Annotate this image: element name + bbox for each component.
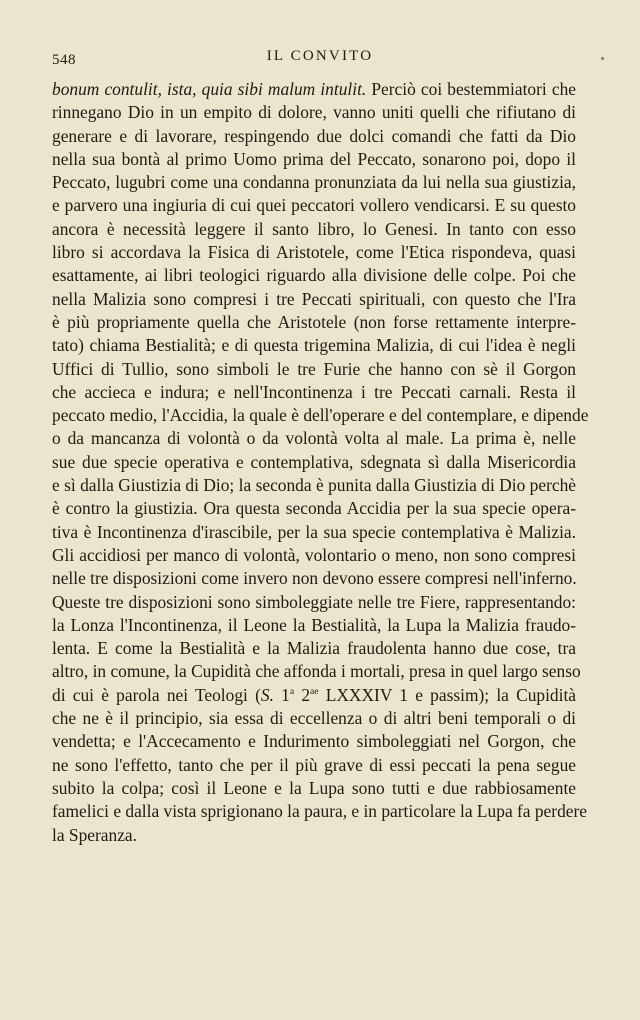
text-line [52, 614, 576, 637]
text-run: Gli accidiosi per manco di volontà, volontario o meno, non sono compresi [52, 544, 576, 565]
text-run: libro si accordava la Fisica di Aristotele, come l'Etica rispondeva, quasi [52, 242, 576, 263]
text-line [52, 777, 576, 800]
text-run: che accieca e indura; e nell'Incontinenza i tre Peccati carnali. Resta il [52, 381, 576, 402]
text-run: tiva è Incontinenza d'irascibile, per la sua specie contemplativa è Malizia. [52, 521, 576, 542]
italic-text: S. [260, 684, 274, 705]
text-line [52, 404, 589, 427]
text-line [52, 148, 576, 171]
text-run: e sì dalla Giustizia di Dio; la seconda è punita dalla Giustizia di Dio perchè [52, 475, 576, 496]
text-run: tato) chiama Bestialità; e di questa trigemina Malizia, di cui l'idea è negli [52, 335, 576, 356]
text-line [52, 497, 576, 520]
text-run: ne sono l'effetto, tanto che per il più grave di essi peccati la pena segue [52, 754, 576, 775]
text-line [52, 381, 576, 404]
page-header [52, 48, 588, 72]
text-run: ancora è necessità leggere il santo libro, lo Genesi. In tanto con esso [52, 218, 576, 239]
text-line [52, 264, 576, 287]
text-run: nelle tre disposizioni come invero non devono essere compresi nell'inferno. [52, 568, 577, 589]
text-line [52, 824, 576, 847]
text-line [52, 800, 587, 823]
text-run: 2 [294, 684, 311, 705]
text-line [52, 125, 576, 148]
text-line [52, 521, 576, 544]
text-line [52, 218, 576, 241]
text-run: che ne è il principio, sia essa di eccellenza o di altri beni temporali o di [52, 708, 576, 729]
text-run: famelici e dalla vista sprigionano la paura, e in particolare la Lupa fa perdere [52, 801, 587, 822]
text-line [52, 451, 576, 474]
text-line [52, 171, 576, 194]
text-line [52, 567, 576, 590]
text-run: di cui è parola nei Teologi ( [52, 684, 261, 705]
text-run: Uffici di Tullio, sono simboli le tre Furie che hanno con sè il Gorgon [52, 358, 576, 379]
text-line [52, 660, 581, 683]
text-run: e parvero una ingiuria di cui quei peccatori vollero vendicarsi. E su questo [52, 195, 576, 216]
text-line [52, 707, 576, 730]
text-line [52, 544, 576, 567]
text-line [52, 78, 576, 101]
text-run: peccato medio, l'Accidia, la quale è dell'operare e del contemplare, e dipende [52, 405, 589, 426]
text-line [52, 730, 576, 753]
text-run: esattamente, ai libri teologici riguardo alla divisione delle colpe. Poi che [52, 265, 576, 286]
superscript: ae [310, 685, 319, 697]
text-run: altro, in comune, la Cupidità che affonda i mortali, presa in quel largo senso [52, 661, 581, 682]
text-run: la Speranza. [52, 824, 137, 845]
text-run: sue due specie operativa e contemplativa, sdegnata sì dalla Misericordia [52, 451, 576, 472]
text-run: lenta. E come la Bestialità e la Malizia fraudolenta hanno due cose, tra [52, 638, 576, 659]
text-line [52, 288, 576, 311]
text-run: Peccato, lugubri come una condanna pronunziata da lui nella sua giustizia, [52, 172, 576, 193]
text-line [52, 427, 576, 450]
text-line [52, 684, 576, 707]
text-line [52, 754, 576, 777]
text-run: o da mancanza di volontà o da volontà volta al male. La prima è, nelle [52, 428, 576, 449]
superscript: a [289, 685, 295, 697]
running-title: IL CONVITO [266, 48, 374, 64]
text-line [52, 194, 576, 217]
text-run: nella sua bontà al primo Uomo prima del Peccato, sonarono poi, dopo il [52, 148, 576, 169]
text-line [52, 101, 576, 124]
page-number: 548 [52, 52, 76, 68]
text-run: rinnegano Dio in un empito di dolore, vanno uniti quelli che rifiutano di [52, 102, 576, 123]
body-text [52, 78, 589, 847]
text-run: Queste tre disposizioni sono simboleggiate nelle tre Fiere, rappresentando: [52, 591, 576, 612]
text-run: generare e di lavorare, respingendo due dolci comandi che fatti da Dio [52, 125, 576, 146]
text-run: nella Malizia sono compresi i tre Peccati spirituali, con questo che l'Ira [52, 288, 576, 309]
italic-text: bonum contulit, ista, quia sibi malum intulit. [52, 79, 367, 99]
text-run: Perciò coi bestemmiatori che [366, 79, 576, 99]
text-line [52, 358, 576, 381]
text-line [52, 311, 576, 334]
text-run: la Lonza l'Incontinenza, il Leone la Bestialità, la Lupa la Malizia fraudo- [52, 614, 576, 635]
text-run: è contro la giustizia. Ora questa seconda Accidia per la sua specie opera- [52, 498, 576, 519]
text-run: subito la colpa; così il Leone e la Lupa sono tutti e due rabbiosamente [52, 777, 576, 798]
ink-speck [601, 57, 604, 60]
text-line [52, 637, 576, 660]
text-run: 1 [273, 684, 290, 705]
text-run: è più propriamente quella che Aristotele (non forse rettamente interpre- [52, 311, 576, 332]
text-run: LXXXIV 1 e passim); la Cupidità [318, 684, 576, 705]
text-line [52, 591, 576, 614]
text-line [52, 334, 576, 357]
text-line [52, 474, 576, 497]
text-run: vendetta; e l'Accecamento e Indurimento simboleggiati nel Gorgon, che [52, 731, 576, 752]
text-line [52, 241, 576, 264]
